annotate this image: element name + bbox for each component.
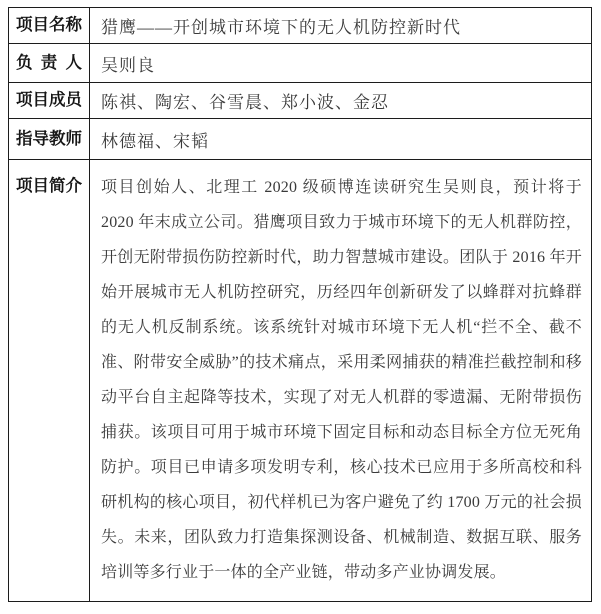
project-info-table [8,7,592,602]
table-row-members [9,83,591,119]
row-label-cell [9,8,90,43]
row-label: 项目成员 [16,91,82,110]
row-value-cell [90,8,591,43]
leader-value: 吴则良 [101,55,155,75]
row-value-cell [90,160,591,601]
table-row-leader [9,44,591,83]
row-label: 项目简介 [16,177,82,195]
members-value: 陈祺、陶宏、谷雪晨、郑小波、金忍 [101,93,389,112]
row-label-cell [9,119,90,159]
table-row-project-name [9,8,591,44]
row-label: 项目名称 [16,16,82,35]
row-value-cell [90,119,591,159]
row-value-cell [90,83,591,118]
row-value-cell [90,44,591,82]
project-name-value: 猎鹰——开创城市环境下的无人机防控新时代 [101,18,461,37]
row-label-cell [9,44,90,82]
row-label-cell [9,83,90,118]
project-intro-paragraph: 项目创始人、北理工 2020 级硕博连读研究生吴则良，预计将于 2020 年末成立公司。猎鹰项目致力于城市环境下的无人机群防控，开创无附带损伤防控新时代，助力智慧城市建设。团队于 2016 年开始开展城市无人机防控研究，历经四年创新研发了以蜂群对抗蜂群的无人机反制系统。该系统针对城市环境下无人机“拦不全、截不准、附带安全威胁”的技术痛点，采用柔网捕获的精准拦截控制和移动平台自主起降等技术，实现了对无人机群的零遗漏、无附带损伤捕获。该项目可用于城市环境下固定目标和动态目标全方位无死角防护。项目已申请多项发明专利，核心技术已应用于多所高校和科研机构的核心项目，初代样机已为客户避免了约 1700 万元的社会损失。未来，团队致力打造集探测设备、机械制造、数据互联、服务培训等多行业于一体的全产业链，带动多产业协调发展。 [101,179,582,581]
advisors-value: 林德福、宋韬 [101,131,209,151]
row-label: 负责人 [16,53,82,72]
row-label: 指导教师 [16,129,82,148]
table-row-intro [9,160,591,601]
row-label-cell [9,160,90,601]
table-row-advisors [9,119,591,160]
